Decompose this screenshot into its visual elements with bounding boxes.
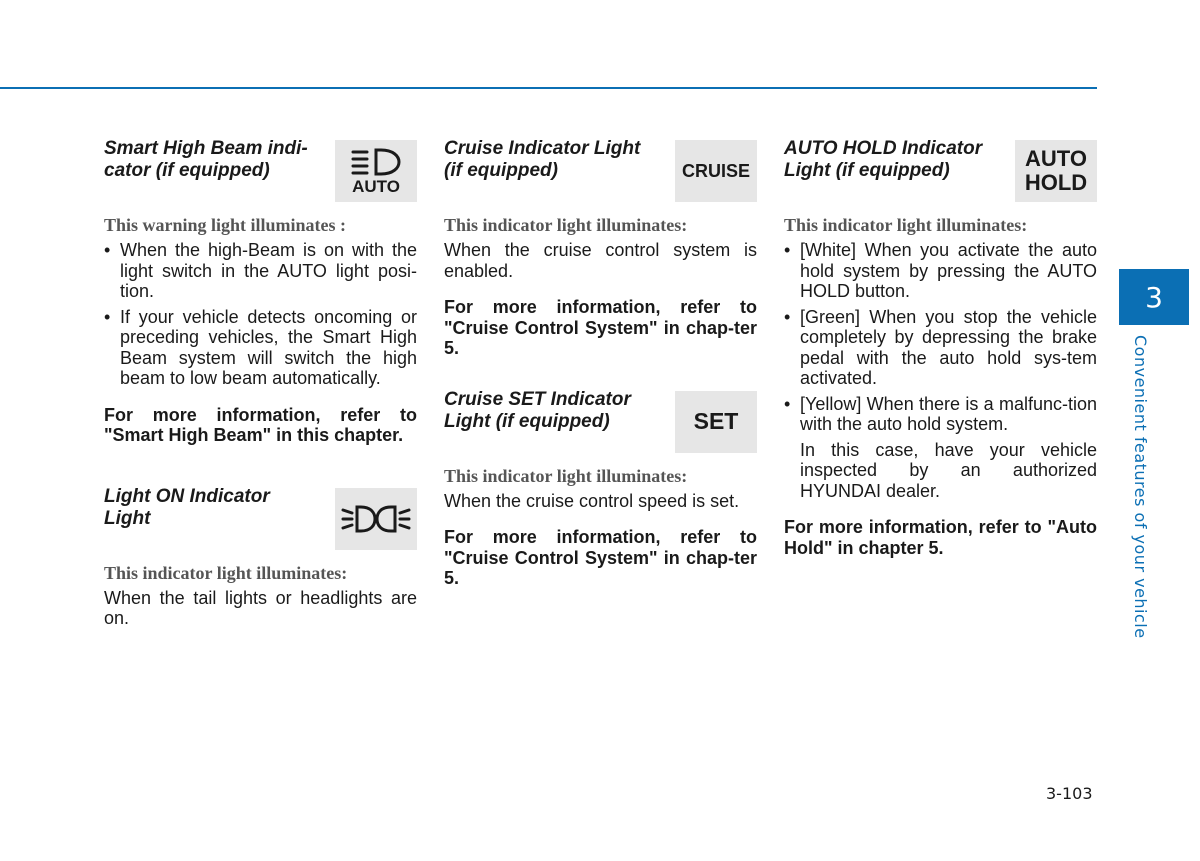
header-rule	[0, 87, 1097, 89]
cruise-set-subhead: This indicator light illuminates:	[444, 465, 688, 486]
smart-high-beam-bullets	[104, 240, 417, 389]
cruise-title: Cruise Indicator Light (if equipped)	[444, 138, 641, 181]
light-on-title: Light ON Indicator Light	[104, 485, 270, 529]
auto-hold-bullets	[784, 240, 1097, 435]
auto-hold-header	[784, 138, 1097, 204]
list-item: • [Green] When you stop the vehicle completely by depressing the brake pedal with the auto hold sys-tem activated.	[784, 306, 1097, 388]
list-item: • When the high-Beam is on with the light switch in the AUTO light posi-tion.	[104, 240, 417, 301]
smart-high-beam-subhead: This warning light illuminates :	[104, 215, 347, 235]
column-3	[784, 138, 1097, 558]
cruise-header	[444, 138, 757, 204]
cruise-body: When the cruise control system is enabled.	[444, 240, 757, 281]
high-beam-lamp-icon	[349, 146, 403, 178]
cruise-set-title: Cruise SET Indicator Light (if equipped)	[444, 388, 631, 432]
tail-light-indicator-icon	[335, 488, 417, 550]
chapter-number: 3	[1145, 280, 1163, 314]
light-on-body: When the tail lights or headlights are on.	[104, 587, 417, 628]
cruise-icon-label: CRUISE	[681, 160, 750, 181]
list-item: • [Yellow] When there is a malfunc-tion with the auto hold system.	[784, 393, 1097, 434]
smart-high-beam-reference: For more information, refer to "Smart High Beam" in this chapter.	[104, 404, 417, 445]
column-2	[444, 138, 757, 589]
auto-hold-note: In this case, have your vehicle inspected by an authorized HYUNDAI dealer.	[800, 439, 1097, 501]
column-1	[104, 138, 417, 629]
cruise-set-body: When the cruise control speed is set.	[444, 490, 740, 511]
light-on-subhead: This indicator light illuminates:	[104, 562, 348, 583]
smart-high-beam-icon	[335, 140, 417, 202]
auto-hold-icon-label-2: HOLD	[1024, 170, 1088, 195]
smart-high-beam-header	[104, 138, 417, 204]
cruise-subhead: This indicator light illuminates:	[444, 215, 688, 235]
auto-hold-icon-label-1: AUTO	[1025, 146, 1087, 171]
cruise-indicator-icon	[675, 140, 757, 202]
list-item: • [White] When you activate the auto hold system by pressing the AUTO HOLD button.	[784, 240, 1097, 301]
cruise-set-indicator-icon	[675, 391, 757, 453]
list-item: • If your vehicle detects oncoming or preceding vehicles, the Smart High Beam system will switch the high beam to low beam automatically.	[104, 306, 417, 388]
auto-hold-indicator-icon	[1015, 140, 1097, 202]
tail-light-icon	[341, 502, 411, 536]
auto-icon-label: AUTO	[352, 177, 400, 196]
cruise-reference: For more information, refer to "Cruise Control System" in chap-ter 5.	[444, 297, 757, 358]
auto-hold-title: AUTO HOLD Indicator Light (if equipped)	[784, 138, 983, 181]
page-number: 3-103	[1046, 784, 1093, 803]
chapter-tab	[1119, 269, 1189, 325]
cruise-set-reference: For more information, refer to "Cruise Control System" in chap-ter 5.	[444, 527, 757, 588]
set-icon-label: SET	[693, 408, 739, 434]
auto-hold-reference: For more information, refer to "Auto Hold" in chapter 5.	[784, 517, 1097, 558]
light-on-header	[104, 486, 417, 552]
cruise-set-header	[444, 389, 757, 455]
auto-hold-subhead: This indicator light illuminates:	[784, 215, 1028, 235]
chapter-side-label: Convenient features of your vehicle	[1131, 335, 1150, 639]
smart-high-beam-title: Smart High Beam indi- cator (if equipped)	[104, 138, 308, 181]
